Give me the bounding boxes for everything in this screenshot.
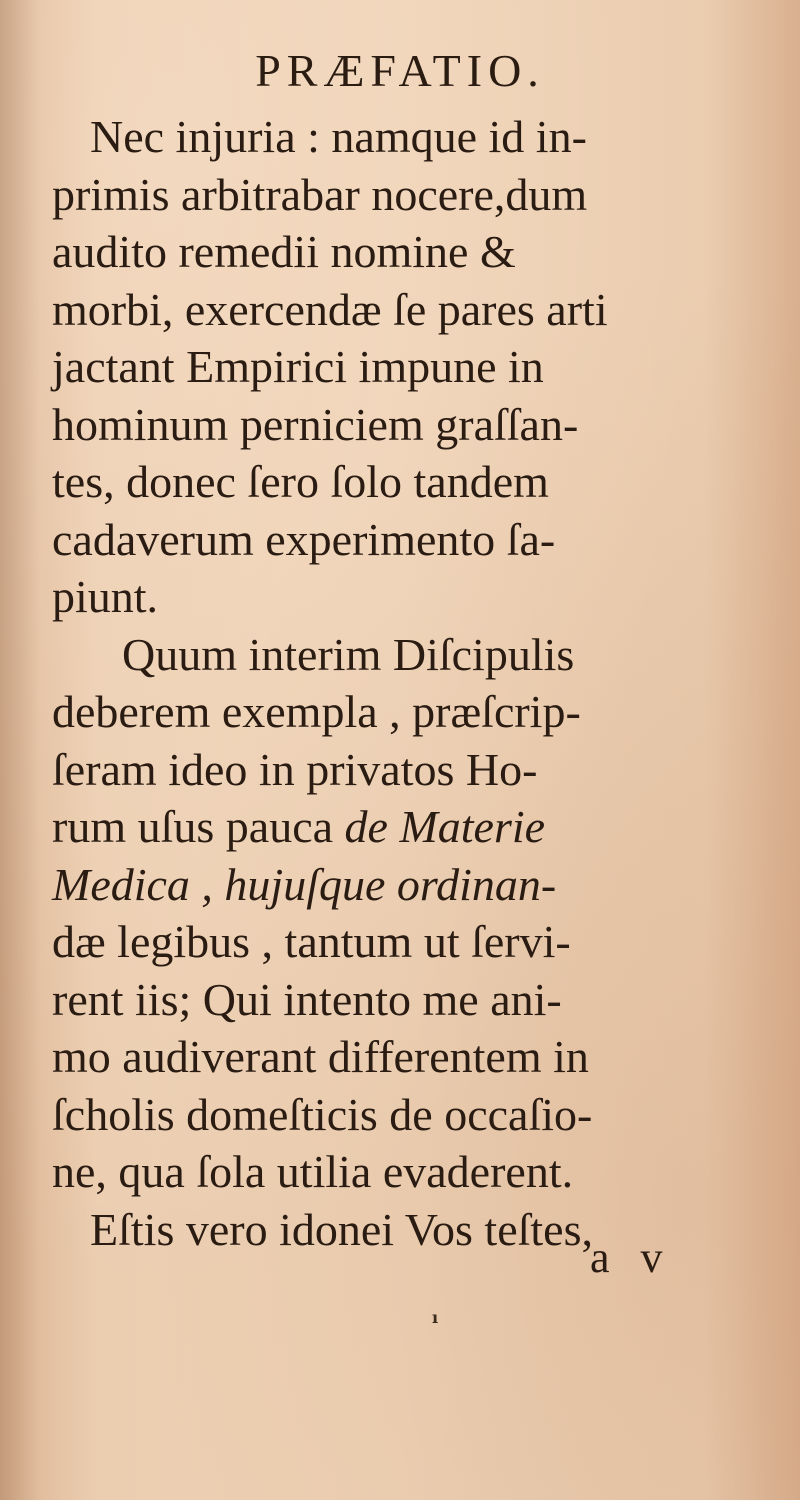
text-line: mo audiverant differentem in <box>52 1031 589 1082</box>
text-line: Nec injuria : namque id in- <box>90 111 587 162</box>
signature-mark: ı <box>432 1308 439 1327</box>
text-line: primis arbitrabar nocere,dum <box>52 168 588 220</box>
text-line: jactant Empirici impune in <box>52 341 544 392</box>
text-segment: rum uſus pauca <box>52 801 334 852</box>
text-line: Eſtis vero idonei Vos teſtes, <box>90 1203 593 1255</box>
text-line: ſcholis domeſticis de occaſio- <box>52 1088 593 1140</box>
text-line: dæ legibus , tantum ut ſervi- <box>52 916 571 967</box>
gutter-shadow <box>0 0 40 1500</box>
page-header: PRÆFATIO. <box>255 45 545 96</box>
text-line: Medica , hujuſque ordinan- <box>52 858 557 910</box>
catchword: a v <box>590 1233 673 1282</box>
text-line: tes, donec ſero ſolo tandem <box>52 456 549 507</box>
text-line: cadaverum experimento ſa- <box>52 513 556 565</box>
text-line: audito remedii nomine & <box>52 226 516 277</box>
text-line: piunt. <box>52 571 159 622</box>
text-line: ſeram ideo in privatos Ho- <box>52 743 538 795</box>
text-line: ne, qua ſola utilia evaderent. <box>52 1146 574 1197</box>
text-line <box>52 798 782 856</box>
text-line: Quum interim Diſcipulis <box>122 628 575 680</box>
text-line: hominum perniciem graſſan- <box>52 398 579 450</box>
text-line: morbi, exercendæ ſe pares arti <box>52 283 608 335</box>
text-line: rent iis; Qui intento me ani- <box>52 973 562 1025</box>
italic-term: de Materie <box>344 801 546 852</box>
body-text <box>52 108 782 1258</box>
text-line: deberem exempla , præſcrip- <box>52 686 581 737</box>
